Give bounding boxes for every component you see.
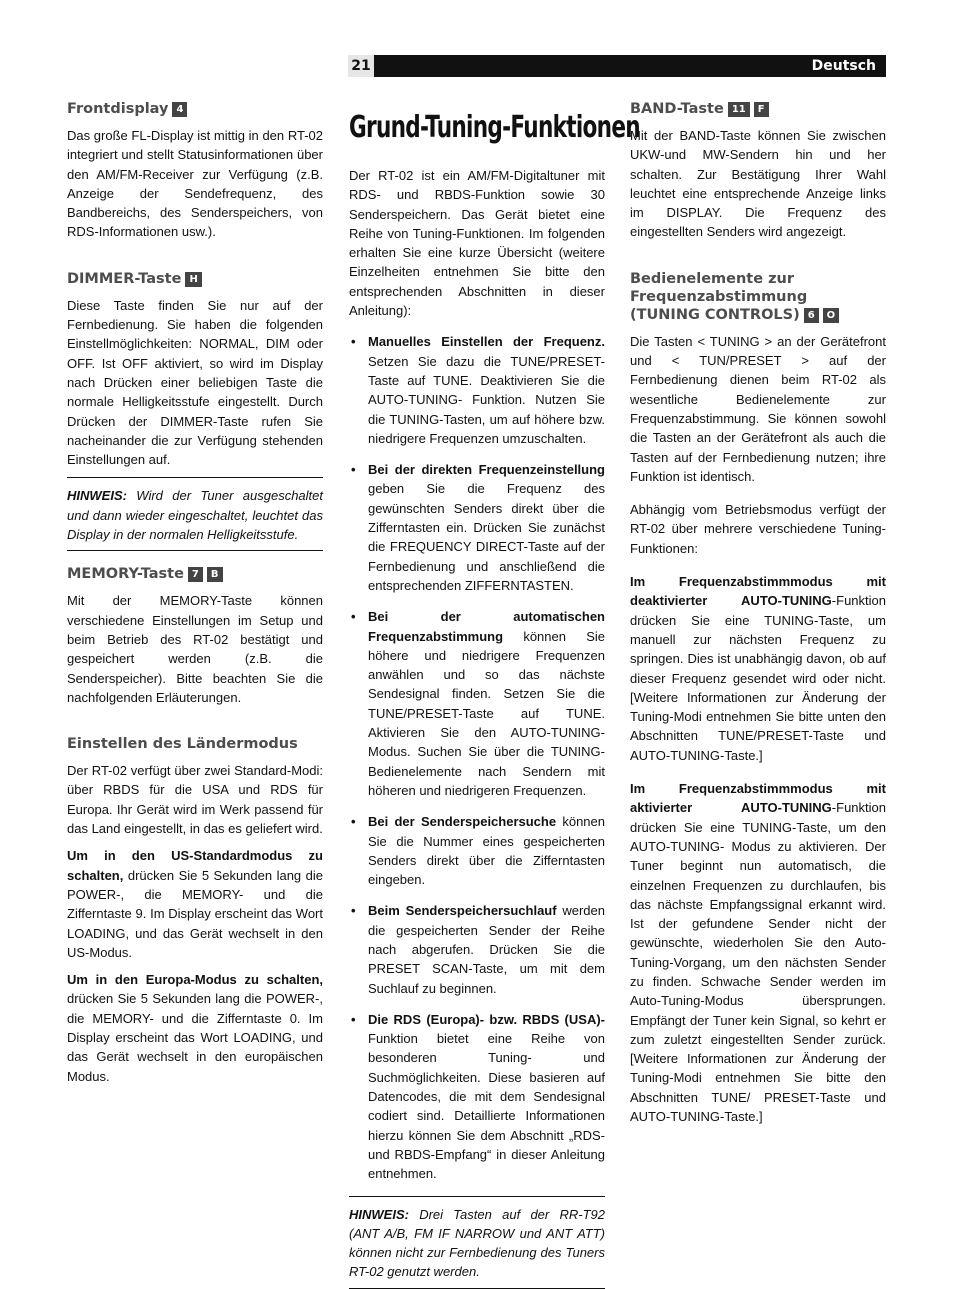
country-text-us — [67, 846, 323, 962]
heading-dimmer — [67, 270, 323, 288]
list-item-bold: Bei der direkten Frequenzeinstellung — [368, 462, 605, 478]
list-item-text: Funktion bietet eine Reihe von besonderen Tuning- und Suchmöglichkeiten. Diese basieren auf Datencodes, die mit dem Sendesignal codiert sind. Detaillierte Informationen hierzu können Sie dem Abschnitt „RDS- und RBDS-Empfang“ in dieser Anleitung entnehmen. — [368, 1031, 605, 1182]
country-us-bold: Um in den US-Standardmodus zu schalten, — [67, 848, 323, 883]
badge-11: 11 — [728, 102, 750, 117]
heading-band — [630, 100, 886, 118]
heading-country-mode: Einstellen des Ländermodus — [67, 736, 298, 753]
page-number: 21 — [348, 55, 374, 77]
list-item — [349, 901, 605, 997]
note-text: Wird der Tuner ausgeschaltet und dann wieder eingeschaltet, leuchtet das Display in der normalen Helligkeitsstufe. — [67, 488, 323, 543]
heading-tuning-controls — [630, 270, 886, 324]
list-item-bold: Die RDS (Europa)- bzw. RBDS (USA)- — [368, 1011, 605, 1027]
heading-memory — [67, 565, 323, 583]
heading-line: (TUNING CONTROLS) — [630, 306, 800, 323]
band-text: Mit der BAND-Taste können Sie zwischen UKW-und MW-Sendern hin und her schalten. Zur Bestätigung Ihrer Wahl leuchtet eine entsprechende Anzeige links im DISPLAY. Die Frequenz des eingestellten Senders wird angezeigt. — [630, 128, 886, 240]
list-item-text: geben Sie die Frequenz des gewünschten Senders direkt über die Zifferntasten ein. Drücken Sie zunächst die FREQUENCY DIRECT-Taste auf der Fernbedienung und anschließend die entsprechenden ZIFFERNTASTEN. — [368, 481, 605, 593]
badge-6: 6 — [804, 308, 819, 323]
list-item — [349, 607, 605, 800]
frontdisplay-text: Das große FL-Display ist mittig in den RT-02 integriert und stellt Statusinformationen über den AM/FM-Receiver zur Verfügung (z.B. Anzeige der Sendefrequenz, des Bandbereichs, des Senderspeichers, von RDS-Informationen usw.). — [67, 128, 323, 240]
list-item — [349, 812, 605, 889]
tuning-feature-list — [349, 332, 605, 1183]
list-item-bold: Bei der Senderspeichersuche — [368, 814, 557, 830]
note-label: HINWEIS: — [349, 1206, 409, 1222]
list-item — [349, 1010, 605, 1184]
page-title: Grund-Tuning-Funktionen — [349, 110, 640, 145]
tuning-text-1: Die Tasten < TUNING > an der Gerätefront und < TUN/PRESET > auf der Fernbedienung dienen beim RT-02 als wesentliche Bedienelemente zur Frequenzabstimmung. Sie können sowohl die Tasten an der Gerätefront als auch die Tasten auf der Fernbedienung nutzen; ihre Funktion ist identisch. — [630, 333, 886, 484]
country-eu-text: drücken Sie 5 Sekunden lang die POWER-, die MEMORY- und die Zifferntaste 0. Im Display erscheint das Wort LOADING, und das Gerät wechselt in den europäischen Modus. — [67, 991, 323, 1084]
country-text-1: Der RT-02 verfügt über zwei Standard-Modi: über RBDS für die USA und RDS für Europa. Ihr Gerät wird im Werk passend für das Land eingestellt, in das es geliefert wird. — [67, 763, 323, 837]
tuning-text-manual — [630, 572, 886, 765]
column-left — [67, 100, 323, 1094]
heading-frontdisplay — [67, 100, 323, 118]
heading-memory-text: MEMORY-Taste — [67, 566, 184, 583]
header-bar — [348, 55, 886, 77]
list-item — [349, 460, 605, 595]
tuning-manual-bold: Im Frequenzabstimmmodus mit deaktivierter AUTO-TUNING — [630, 574, 886, 609]
memory-text: Mit der MEMORY-Taste können verschiedene Einstellungen im Setup und beim Betrieb des RT-02 bestätigt und gespeichert werden (z.B. die Senderspeicher). Bitte beachten Sie die nachfolgenden Erläuterungen. — [67, 593, 323, 705]
list-item-bold: Beim Senderspeichersuchlauf — [368, 903, 557, 919]
note-remote — [349, 1196, 605, 1289]
badge-b: B — [207, 567, 223, 582]
intro-text: Der RT-02 ist ein AM/FM-Digitaltuner mit RDS- und RBDS-Funktion sowie 30 Senderspeichern. Das Gerät bietet eine Reihe von Tuning-Funktionen. Im folgenden erhalten Sie eine kurze Übersicht (weitere Einzelheiten entnehmen Sie bitte den entsprechenden Abschnitten in dieser Anleitung): — [349, 168, 605, 319]
note-label: HINWEIS: — [67, 488, 127, 504]
heading-line: Bedienelemente zur — [630, 270, 795, 287]
list-item-text: können Sie höhere und niedrigere Frequenzen anwählen und so das nächste Sendesignal finden. Setzen Sie die TUNE/PRESET-Taste auf TUNE. Aktivieren Sie den AUTO-TUNING-Modus. Suchen Sie über die TUNING-Bedienelemente nach Sendern mit höheren und niedrigeren Frequenzen. — [368, 628, 605, 798]
country-eu-bold: Um in den Europa-Modus zu schalten, — [67, 972, 323, 988]
note-dimmer — [67, 477, 323, 551]
badge-f: F — [754, 102, 769, 117]
list-item-text: Setzen Sie dazu die TUNE/PRESET-Taste auf TUNE. Deaktivieren Sie die AUTO-TUNING- Funktion. Nutzen Sie die TUNING-Tasten, um auf höhere bzw. niedrigere Frequenzen umzuschalten. — [368, 353, 605, 446]
tuning-auto-text: -Funktion drücken Sie eine TUNING-Taste, um den AUTO-TUNING- Modus zu aktivieren. Der Tuner beginnt nun automatisch, die einzelnen Frequenzen zu durchlaufen, bis das nächste Empfangssignal erkannt wird. Ist der gefundene Sender nicht der gewünschte, wiederholen Sie den Auto-Tuning-Vorgang, um den nächsten Sender zu finden. Schwache Sender werden im Auto-Tuning-Modus übersprungen. Empfängt der Tuner kein Signal, so kehrt er zum zuletzt eingestellten Sender zurück. [Weitere Informationen zur Änderung der Tuning-Modi entnehmen Sie bitte den Abschnitten TUNE/ PRESET-Taste und AUTO-TUNING-Taste.] — [630, 800, 886, 1125]
tuning-text-2: Abhängig vom Betriebsmodus verfügt der RT-02 über mehrere verschiedene Tuning-Funktionen: — [630, 502, 886, 556]
tuning-auto-bold: Im Frequenzabstimmmodus mit aktivierter AUTO-TUNING — [630, 781, 886, 816]
heading-line: Frequenzabstimmung — [630, 288, 808, 305]
badge-o: O — [823, 308, 840, 323]
heading-frontdisplay-text: Frontdisplay — [67, 101, 169, 117]
heading-band-text: BAND-Taste — [630, 101, 724, 117]
list-item-text: können Sie die Nummer eines gespeicherten Senders direkt über die Zifferntasten eingeben. — [368, 814, 605, 888]
list-item-bold: Manuelles Einstellen der Frequenz. — [368, 334, 605, 350]
country-us-text: drücken Sie 5 Sekunden lang die POWER-, die MEMORY- und die Zifferntaste 9. Im Display erscheint das Wort LOADING, und das Gerät wechselt in den US-Modus. — [67, 867, 323, 960]
country-text-eu — [67, 970, 323, 1086]
badge-4: 4 — [172, 102, 187, 117]
tuning-manual-text: -Funktion drücken Sie eine TUNING-Taste, um manuell zur nächsten Frequenz zu springen. Dies ist unabhängig davon, ob auf dieser Frequenz gesendet wird oder nicht. [Weitere Informationen zur Änderung der Tuning-Modi entnehmen Sie bitte unten den Abschnitten TUNE/PRESET-Taste und AUTO-TUNING-Taste.] — [630, 593, 886, 763]
badge-7: 7 — [188, 567, 203, 582]
column-middle — [349, 100, 640, 1289]
list-item-text: werden die gespeicherten Sender der Reihe nach abgerufen. Drücken Sie die PRESET SCAN-Taste, um mit dem Suchlauf zu beginnen. — [368, 903, 605, 996]
list-item — [349, 332, 605, 448]
list-item-bold: Bei der automatischen Frequenzabstimmung — [368, 609, 605, 644]
dimmer-text: Diese Taste finden Sie nur auf der Fernbedienung. Sie haben die folgenden Einstellmöglichkeiten: NORMAL, DIM oder OFF. Ist OFF aktiviert, so wird im Display nach Drücken einer beliebigen Taste die normale Helligkeitsstufe eingestellt. Durch Drücken der DIMMER-Taste rufen Sie nacheinander die zur Verfügung stehenden Einstellungen auf. — [67, 297, 323, 468]
tuning-text-auto — [630, 779, 886, 1126]
column-right — [630, 100, 886, 1134]
badge-h: H — [185, 272, 201, 287]
note-text: Drei Tasten auf der RR-T92 (ANT A/B, FM IF NARROW und ANT ATT) können nicht zur Fernbedienung des Tuners RT-02 genutzt werden. — [349, 1206, 605, 1280]
language-label: Deutsch — [811, 58, 876, 74]
heading-dimmer-text: DIMMER-Taste — [67, 270, 182, 287]
